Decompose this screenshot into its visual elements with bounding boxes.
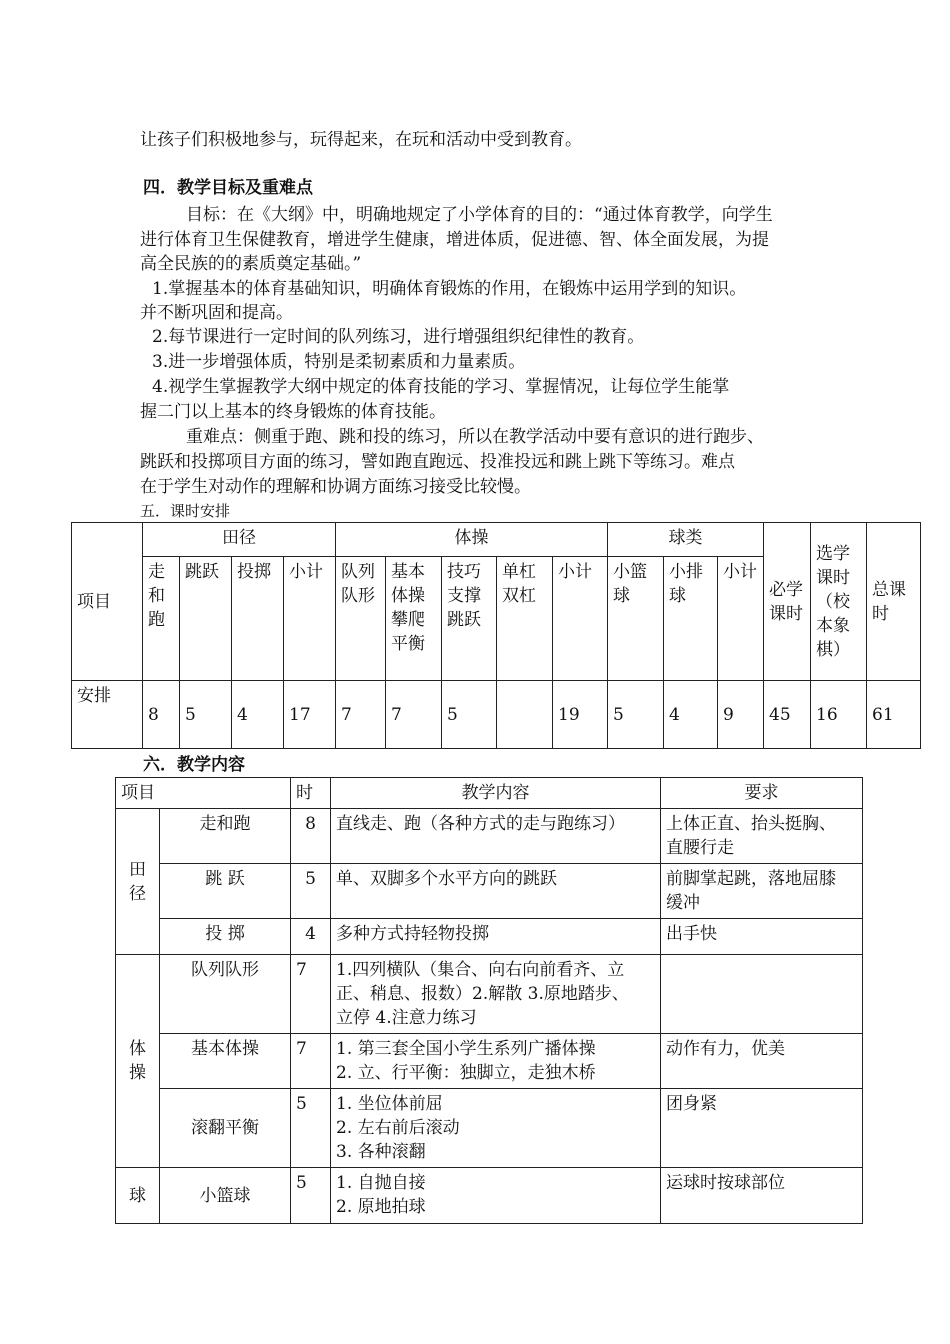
value-cell: 19 xyxy=(553,681,608,749)
content-row-content: 1.四列横队（集合、向右向前看齐、立 正、稍息、报数）2.解散 3.原地踏步、 立停 4.注意力练习 xyxy=(331,955,661,1034)
content-row-content: 直线走、跑（各种方式的走与跑练习） xyxy=(331,809,661,864)
content-row-content: 多种方式持轻物投掷 xyxy=(331,919,661,955)
content-row-req xyxy=(661,955,863,1034)
h-volleyball: 小排球 xyxy=(664,557,718,681)
value-cell xyxy=(497,681,553,749)
content-row-content: 单、双脚多个水平方向的跳跃 xyxy=(331,864,661,919)
h-walk-run: 走和跑 xyxy=(143,557,180,681)
goal-line-3: 高全民族的的素质奠定基础。” xyxy=(140,254,362,274)
h-throw: 投掷 xyxy=(232,557,284,681)
category-tianjing: 田径 xyxy=(116,809,160,955)
content-row-req: 上体正直、抬头挺胸、 直腰行走 xyxy=(661,809,863,864)
item4-line-2: 握二门以上基本的终身锻炼的体育技能。 xyxy=(140,402,446,422)
value-cell: 5 xyxy=(608,681,664,749)
h-subtotal-2: 小计 xyxy=(553,557,608,681)
content-table xyxy=(115,777,863,1224)
content-row-name: 基本体操 xyxy=(160,1034,291,1089)
key-line-2: 跳跃和投掷项目方面的练习，譬如跑直跑远、投准投远和跳上跳下等练习。难点 xyxy=(140,452,735,472)
group-qiulei: 球类 xyxy=(608,523,764,557)
intro-text: 让孩子们积极地参与，玩得起来，在玩和活动中受到教育。 xyxy=(140,130,582,150)
section5-title: 五．课时安排 xyxy=(140,502,231,520)
schedule-table xyxy=(71,522,921,749)
group-tianjing: 田径 xyxy=(143,523,336,557)
value-cell: 16 xyxy=(811,681,867,749)
value-cell: 61 xyxy=(867,681,921,749)
content-row-hours: 7 xyxy=(291,955,331,1034)
section4-title: 四．教学目标及重难点 xyxy=(143,178,313,198)
content-row-name: 跳 跃 xyxy=(160,864,291,919)
value-cell: 8 xyxy=(143,681,180,749)
group-ticao: 体操 xyxy=(336,523,608,557)
item1-line-2: 并不断巩固和提高。 xyxy=(140,303,293,323)
key-line-1: 重难点：侧重于跑、跳和投的练习，所以在教学活动中要有意识的进行跑步、 xyxy=(186,427,764,447)
content-row-hours: 7 xyxy=(291,1034,331,1089)
content-row-content: 1. 坐位体前屈 2. 左右前后滚动 3. 各种滚翻 xyxy=(331,1089,661,1168)
item3: 3.进一步增强体质，特别是柔韧素质和力量素质。 xyxy=(152,352,526,372)
content-row-name: 小篮球 xyxy=(160,1168,291,1224)
h-jump: 跳跃 xyxy=(180,557,232,681)
schedule-item-header: 项目 xyxy=(72,523,143,681)
content-row-hours: 5 xyxy=(291,1168,331,1224)
h-subtotal-1: 小计 xyxy=(284,557,336,681)
value-cell: 5 xyxy=(442,681,497,749)
item1-line-1: 1.掌握基本的体育基础知识，明确体育锻炼的作用，在锻炼中运用学到的知识。 xyxy=(152,279,747,299)
category-qiu: 球 xyxy=(116,1168,160,1224)
value-cell: 45 xyxy=(764,681,811,749)
goal-line-1: 目标：在《大纲》中，明确地规定了小学体育的目的：“通过体育教学，向学生 xyxy=(186,205,773,225)
h-formation: 队列队形 xyxy=(336,557,386,681)
row-label-arrange: 安排 xyxy=(72,681,143,749)
content-row-req: 前脚掌起跳，落地屈膝 缓冲 xyxy=(661,864,863,919)
goal-line-2: 进行体育卫生保健教育，增进学生健康，增进体质，促进德、智、体全面发展，为提 xyxy=(140,230,769,250)
category-ticao: 体操 xyxy=(116,955,160,1168)
value-cell: 9 xyxy=(718,681,764,749)
content-row-content: 1. 第三套全国小学生系列广播体操 2. 立、行平衡：独脚立，走独木桥 xyxy=(331,1034,661,1089)
section6-title: 六．教学内容 xyxy=(143,755,245,775)
content-row-hours: 8 xyxy=(291,809,331,864)
h-basketball: 小篮球 xyxy=(608,557,664,681)
item4-line-1: 4.视学生掌握教学大纲中规定的体育技能的学习、掌握情况，让每位学生能掌 xyxy=(152,377,730,397)
value-cell: 5 xyxy=(180,681,232,749)
content-row-content: 1. 自抛自接 2. 原地拍球 xyxy=(331,1168,661,1224)
h-bars: 单杠双杠 xyxy=(497,557,553,681)
content-header-hours: 时 xyxy=(291,778,331,809)
content-row-name: 队列队形 xyxy=(160,955,291,1034)
value-cell: 7 xyxy=(386,681,442,749)
content-row-req: 团身紧 xyxy=(661,1089,863,1168)
value-cell: 7 xyxy=(336,681,386,749)
content-row-name: 投 掷 xyxy=(160,919,291,955)
h-basic-gym: 基本体操攀爬平衡 xyxy=(386,557,442,681)
total-hours-header: 总课时 xyxy=(867,523,921,681)
content-row-req: 出手快 xyxy=(661,919,863,955)
content-row-req: 动作有力，优美 xyxy=(661,1034,863,1089)
content-header-item: 项目 xyxy=(116,778,291,809)
content-header-req: 要求 xyxy=(661,778,863,809)
required-hours-header: 必学课时 xyxy=(764,523,811,681)
elective-hours-header: 选学课时（校本象棋） xyxy=(811,523,867,681)
content-header-content: 教学内容 xyxy=(331,778,661,809)
h-subtotal-3: 小计 xyxy=(718,557,764,681)
value-cell: 17 xyxy=(284,681,336,749)
content-row-hours: 5 xyxy=(291,864,331,919)
content-row-hours: 5 xyxy=(291,1089,331,1168)
key-line-3: 在于学生对动作的理解和协调方面练习接受比较慢。 xyxy=(140,477,531,497)
content-row-req: 运球时按球部位 xyxy=(661,1168,863,1224)
item2: 2.每节课进行一定时间的队列练习，进行增强组织纪律性的教育。 xyxy=(152,327,645,347)
content-row-name: 滚翻平衡 xyxy=(160,1089,291,1168)
content-row-name: 走和跑 xyxy=(160,809,291,864)
value-cell: 4 xyxy=(232,681,284,749)
content-row-hours: 4 xyxy=(291,919,331,955)
h-skill: 技巧支撑跳跃 xyxy=(442,557,497,681)
value-cell: 4 xyxy=(664,681,718,749)
